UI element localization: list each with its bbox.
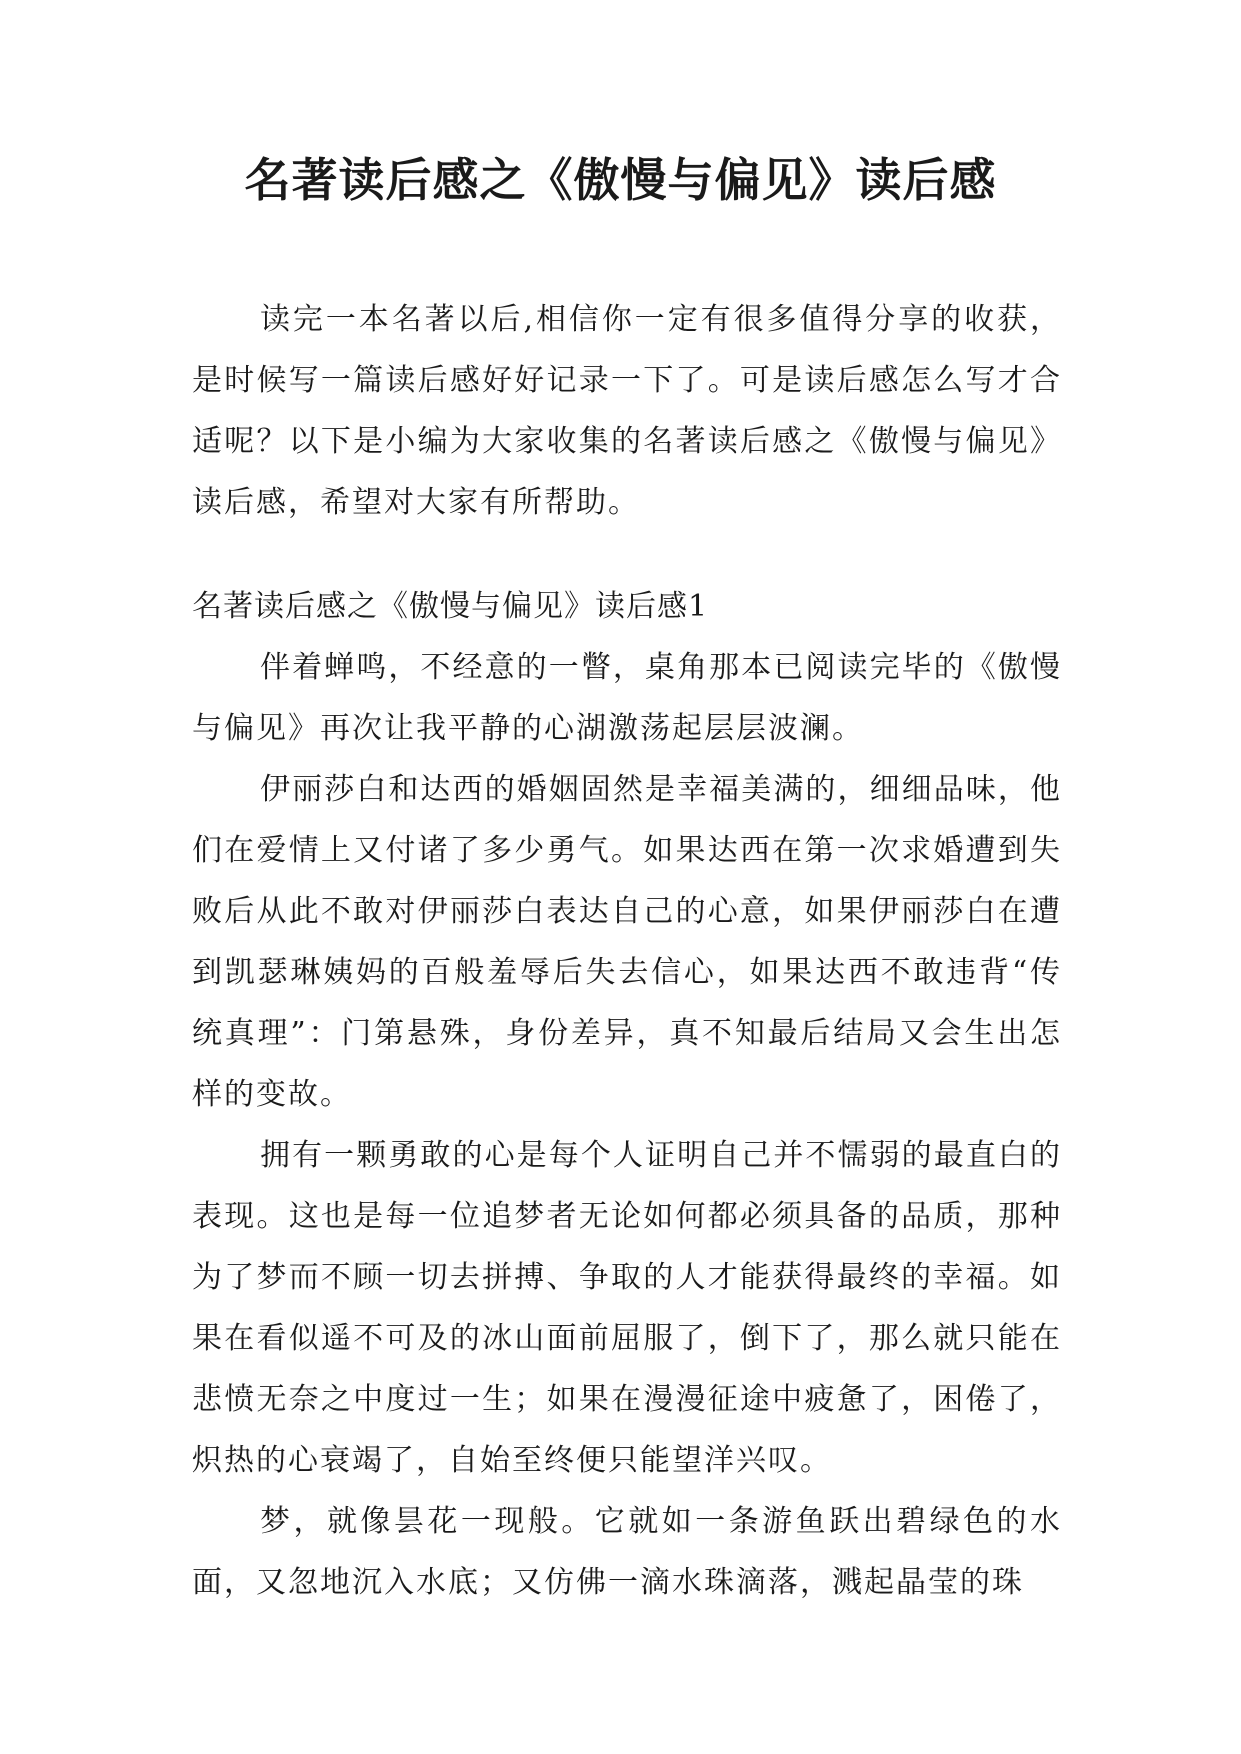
essay-paragraph: 伴着蝉鸣，不经意的一瞥，桌角那本已阅读完毕的《傲慢与偏见》再次让我平静的心湖激荡起层层波澜。 (192, 650, 1062, 746)
essay-paragraph: 伊丽莎白和达西的婚姻固然是幸福美满的，细细品味，他们在爱情上又付诸了多少勇气。如果达西在第一次求婚遭到失败后从此不敢对伊丽莎白表达自己的心意，如果伊丽莎白在遭到凯瑟琳姨妈的百般羞辱后失去信心，如果达西不敢违背“传统真理”：门第悬殊，身份差异，真不知最后结局又会生出怎样的变故。 (192, 772, 1062, 1112)
essay-paragraph: 梦，就像昙花一现般。它就如一条游鱼跃出碧绿色的水面，又忽地沉入水底；又仿佛一滴水珠滴落，溅起晶莹的珠 (192, 1504, 1062, 1600)
intro-paragraph: 读完一本名著以后,相信你一定有很多值得分享的收获，是时候写一篇读后感好好记录一下了。可是读后感怎么写才合适呢？以下是小编为大家收集的名著读后感之《傲慢与偏见》读后感，希望对大家有所帮助。 (192, 302, 1062, 520)
section-heading: 名著读后感之《傲慢与偏见》读后感1 (192, 589, 709, 624)
essay-paragraph: 拥有一颗勇敢的心是每个人证明自己并不懦弱的最直白的表现。这也是每一位追梦者无论如何都必须具备的品质，那种为了梦而不顾一切去拼搏、争取的人才能获得最终的幸福。如果在看似遥不可及的冰山面前屈服了，倒下了，那么就只能在悲愤无奈之中度过一生；如果在漫漫征途中疲惫了，困倦了，炽热的心衰竭了，自始至终便只能望洋兴叹。 (192, 1138, 1062, 1478)
essay-section (192, 576, 1062, 1613)
document-title: 名著读后感之《傲慢与偏见》读后感 (244, 153, 997, 207)
